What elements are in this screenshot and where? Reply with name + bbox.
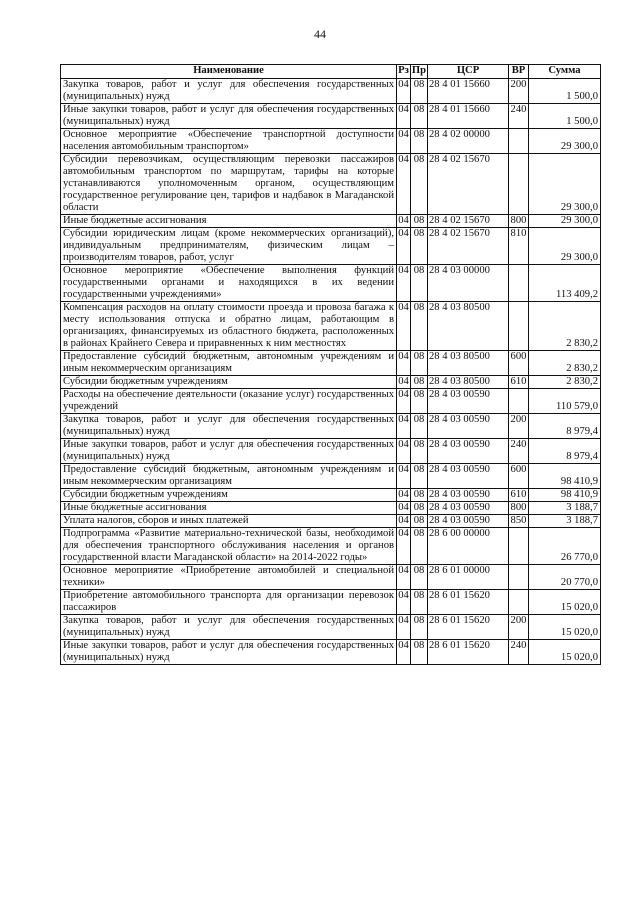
cell-rz: 04 <box>397 129 411 154</box>
cell-name: Расходы на обеспечение деятельности (оказание услуг) государственных учреждений <box>61 389 397 414</box>
table-row <box>61 489 601 502</box>
cell-sum: 26 770,0 <box>529 528 601 565</box>
cell-sum: 110 579,0 <box>529 389 601 414</box>
cell-pr: 08 <box>411 528 428 565</box>
cell-pr: 08 <box>411 590 428 615</box>
cell-vr <box>509 129 529 154</box>
cell-vr: 240 <box>509 104 529 129</box>
cell-vr <box>509 302 529 351</box>
cell-csr: 28 4 03 80500 <box>428 351 509 376</box>
cell-sum: 2 830,2 <box>529 376 601 389</box>
cell-csr: 28 4 03 00590 <box>428 502 509 515</box>
cell-sum: 29 300,0 <box>529 129 601 154</box>
cell-csr: 28 4 01 15660 <box>428 79 509 104</box>
cell-name: Субсидии бюджетным учреждениям <box>61 489 397 502</box>
cell-pr: 08 <box>411 79 428 104</box>
cell-vr <box>509 389 529 414</box>
cell-vr <box>509 590 529 615</box>
cell-pr: 08 <box>411 414 428 439</box>
cell-rz: 04 <box>397 528 411 565</box>
cell-name: Иные закупки товаров, работ и услуг для обеспечения государственных (муниципальных) нужд <box>61 640 397 665</box>
cell-pr: 08 <box>411 489 428 502</box>
cell-rz: 04 <box>397 439 411 464</box>
cell-csr: 28 4 02 15670 <box>428 215 509 228</box>
cell-csr: 28 4 02 00000 <box>428 129 509 154</box>
budget-table <box>60 64 601 665</box>
cell-vr: 810 <box>509 228 529 265</box>
cell-vr: 610 <box>509 376 529 389</box>
cell-name: Основное мероприятие «Приобретение автомобилей и специальной техники» <box>61 565 397 590</box>
cell-pr: 08 <box>411 439 428 464</box>
cell-sum: 8 979,4 <box>529 414 601 439</box>
cell-rz: 04 <box>397 351 411 376</box>
cell-name: Основное мероприятие «Обеспечение выполнения функций государственными органами и находящихся в их ведении государственными учреждениями» <box>61 265 397 302</box>
cell-vr <box>509 565 529 590</box>
cell-vr: 200 <box>509 414 529 439</box>
cell-csr: 28 6 01 00000 <box>428 565 509 590</box>
table-row <box>61 590 601 615</box>
cell-pr: 08 <box>411 640 428 665</box>
cell-name: Компенсация расходов на оплату стоимости проезда и провоза багажа к месту использования отпуска и обратно лицам, работающим в организациях, финансируемых из областного бюджета, расположенных в районах Крайнего Севера и приравненных к ним местностях <box>61 302 397 351</box>
cell-sum: 113 409,2 <box>529 265 601 302</box>
cell-pr: 08 <box>411 104 428 129</box>
cell-csr: 28 4 03 00000 <box>428 265 509 302</box>
table-row <box>61 528 601 565</box>
cell-pr: 08 <box>411 615 428 640</box>
cell-csr: 28 4 03 00590 <box>428 389 509 414</box>
cell-name: Иные закупки товаров, работ и услуг для обеспечения государственных (муниципальных) нужд <box>61 104 397 129</box>
table-row <box>61 228 601 265</box>
cell-rz: 04 <box>397 79 411 104</box>
cell-vr <box>509 265 529 302</box>
cell-rz: 04 <box>397 154 411 215</box>
cell-vr: 600 <box>509 351 529 376</box>
table-row <box>61 104 601 129</box>
cell-sum: 3 188,7 <box>529 502 601 515</box>
cell-rz: 04 <box>397 565 411 590</box>
table-body <box>61 79 601 665</box>
cell-sum: 15 020,0 <box>529 590 601 615</box>
cell-vr: 600 <box>509 464 529 489</box>
column-header-rz: Рз <box>397 65 411 79</box>
table-row <box>61 215 601 228</box>
page-number: 44 <box>314 27 326 41</box>
cell-name: Предоставление субсидий бюджетным, автономным учреждениям и иным некоммерческим организациям <box>61 464 397 489</box>
cell-rz: 04 <box>398 515 409 526</box>
cell-vr <box>509 528 529 565</box>
cell-name: Субсидии перевозчикам, осуществляющим перевозки пассажиров автомобильным транспортом по маршрутам, тарифы на которые устанавливаются уполномоченным органом, осуществляющим государственное регулирование цен, тарифов и надбавок в Магаданской области <box>61 154 397 215</box>
table-row <box>61 389 601 414</box>
cell-csr: 28 4 02 15670 <box>428 228 509 265</box>
cell-pr: 08 <box>411 515 428 528</box>
table-row <box>61 265 601 302</box>
cell-name: Иные бюджетные ассигнования <box>61 215 397 228</box>
cell-sum: 15 020,0 <box>529 615 601 640</box>
table-row <box>61 439 601 464</box>
cell-csr: 28 4 03 80500 <box>428 302 509 351</box>
cell-rz: 04 <box>398 502 409 513</box>
cell-sum: 2 830,2 <box>529 351 601 376</box>
table-row <box>61 565 601 590</box>
cell-name: Закупка товаров, работ и услуг для обеспечения государственных (муниципальных) нужд <box>61 79 397 104</box>
cell-pr: 08 <box>411 228 428 265</box>
cell-csr: 28 4 03 80500 <box>428 376 509 389</box>
cell-csr: 28 6 00 00000 <box>428 528 509 565</box>
cell-vr: 240 <box>509 439 529 464</box>
cell-name: Закупка товаров, работ и услуг для обеспечения государственных (муниципальных) нужд <box>61 615 397 640</box>
cell-rz: 04 <box>397 414 411 439</box>
cell-rz: 04 <box>397 228 411 265</box>
cell-pr: 08 <box>411 129 428 154</box>
cell-sum: 1 500,0 <box>529 79 601 104</box>
cell-sum: 29 300,0 <box>529 228 601 265</box>
cell-name: Иные закупки товаров, работ и услуг для обеспечения государственных (муниципальных) нужд <box>61 439 397 464</box>
table-row <box>61 154 601 215</box>
table-row <box>61 615 601 640</box>
cell-sum: 29 300,0 <box>529 154 601 215</box>
table-row <box>61 464 601 489</box>
cell-rz: 04 <box>397 389 411 414</box>
table-row <box>61 640 601 665</box>
cell-csr: 28 4 03 00590 <box>428 464 509 489</box>
cell-sum: 8 979,4 <box>529 439 601 464</box>
cell-name: Подпрограмма «Развитие материально-технической базы, необходимой для обеспечения транспортного обслуживания населения и органов государственной власти Магаданской области» на 2014-2022 годы» <box>61 528 397 565</box>
cell-name: Закупка товаров, работ и услуг для обеспечения государственных (муниципальных) нужд <box>61 414 397 439</box>
cell-csr: 28 4 03 00590 <box>428 439 509 464</box>
cell-vr: 200 <box>509 615 529 640</box>
cell-sum: 15 020,0 <box>529 640 601 665</box>
cell-rz: 04 <box>397 302 411 351</box>
cell-pr: 08 <box>411 376 428 389</box>
cell-vr: 240 <box>509 640 529 665</box>
cell-sum: 3 188,7 <box>529 515 601 528</box>
cell-vr: 610 <box>509 489 529 502</box>
cell-rz: 04 <box>397 615 411 640</box>
cell-rz: 04 <box>398 215 409 226</box>
table-header-row <box>61 65 601 79</box>
cell-csr: 28 4 03 00590 <box>428 515 509 528</box>
cell-pr: 08 <box>411 302 428 351</box>
cell-name: Предоставление субсидий бюджетным, автономным учреждениям и иным некоммерческим организациям <box>61 351 397 376</box>
cell-pr: 08 <box>411 351 428 376</box>
column-header-sum: Сумма <box>529 65 601 79</box>
cell-sum: 1 500,0 <box>529 104 601 129</box>
cell-csr: 28 6 01 15620 <box>428 640 509 665</box>
cell-name: Приобретение автомобильного транспорта для организации перевозок пассажиров <box>61 590 397 615</box>
cell-rz: 04 <box>397 464 411 489</box>
cell-csr: 28 6 01 15620 <box>428 590 509 615</box>
cell-vr: 800 <box>509 502 529 515</box>
cell-pr: 08 <box>411 215 428 228</box>
cell-sum: 98 410,9 <box>529 489 601 502</box>
table-row <box>61 129 601 154</box>
cell-sum: 2 830,2 <box>529 302 601 351</box>
table-row <box>61 79 601 104</box>
cell-name: Иные бюджетные ассигнования <box>61 502 397 515</box>
cell-rz: 04 <box>397 590 411 615</box>
cell-rz: 04 <box>397 104 411 129</box>
cell-vr: 200 <box>509 79 529 104</box>
table-row <box>61 414 601 439</box>
cell-pr: 08 <box>411 154 428 215</box>
cell-vr: 800 <box>509 215 529 228</box>
table-row <box>61 302 601 351</box>
cell-vr: 850 <box>509 515 529 528</box>
cell-sum: 20 770,0 <box>529 565 601 590</box>
cell-name: Уплата налогов, сборов и иных платежей <box>61 515 397 528</box>
table-row <box>61 515 601 528</box>
cell-sum: 29 300,0 <box>529 215 601 228</box>
column-header-pr: Пр <box>411 65 428 79</box>
table-row <box>61 502 601 515</box>
cell-rz: 04 <box>397 265 411 302</box>
cell-pr: 08 <box>411 502 428 515</box>
cell-csr: 28 4 03 00590 <box>428 414 509 439</box>
cell-rz: 04 <box>398 489 409 500</box>
cell-csr: 28 6 01 15620 <box>428 615 509 640</box>
cell-name: Основное мероприятие «Обеспечение транспортной доступности населения автомобильным транспортом» <box>61 129 397 154</box>
cell-name: Субсидии юридическим лицам (кроме некоммерческих организаций), индивидуальным предпринимателям, физическим лицам – производителям товаров, работ, услуг <box>61 228 397 265</box>
cell-pr: 08 <box>411 565 428 590</box>
cell-vr <box>509 154 529 215</box>
column-header-name: Наименование <box>61 65 397 79</box>
column-header-csr: ЦСР <box>428 65 509 79</box>
cell-sum: 98 410,9 <box>529 464 601 489</box>
cell-rz: 04 <box>397 640 411 665</box>
cell-name: Субсидии бюджетным учреждениям <box>61 376 397 389</box>
table-row <box>61 351 601 376</box>
cell-csr: 28 4 02 15670 <box>428 154 509 215</box>
cell-csr: 28 4 01 15660 <box>428 104 509 129</box>
cell-rz: 04 <box>398 376 409 387</box>
cell-pr: 08 <box>411 265 428 302</box>
cell-pr: 08 <box>411 464 428 489</box>
column-header-vr: ВР <box>509 65 529 79</box>
table-row <box>61 376 601 389</box>
cell-pr: 08 <box>411 389 428 414</box>
cell-csr: 28 4 03 00590 <box>428 489 509 502</box>
